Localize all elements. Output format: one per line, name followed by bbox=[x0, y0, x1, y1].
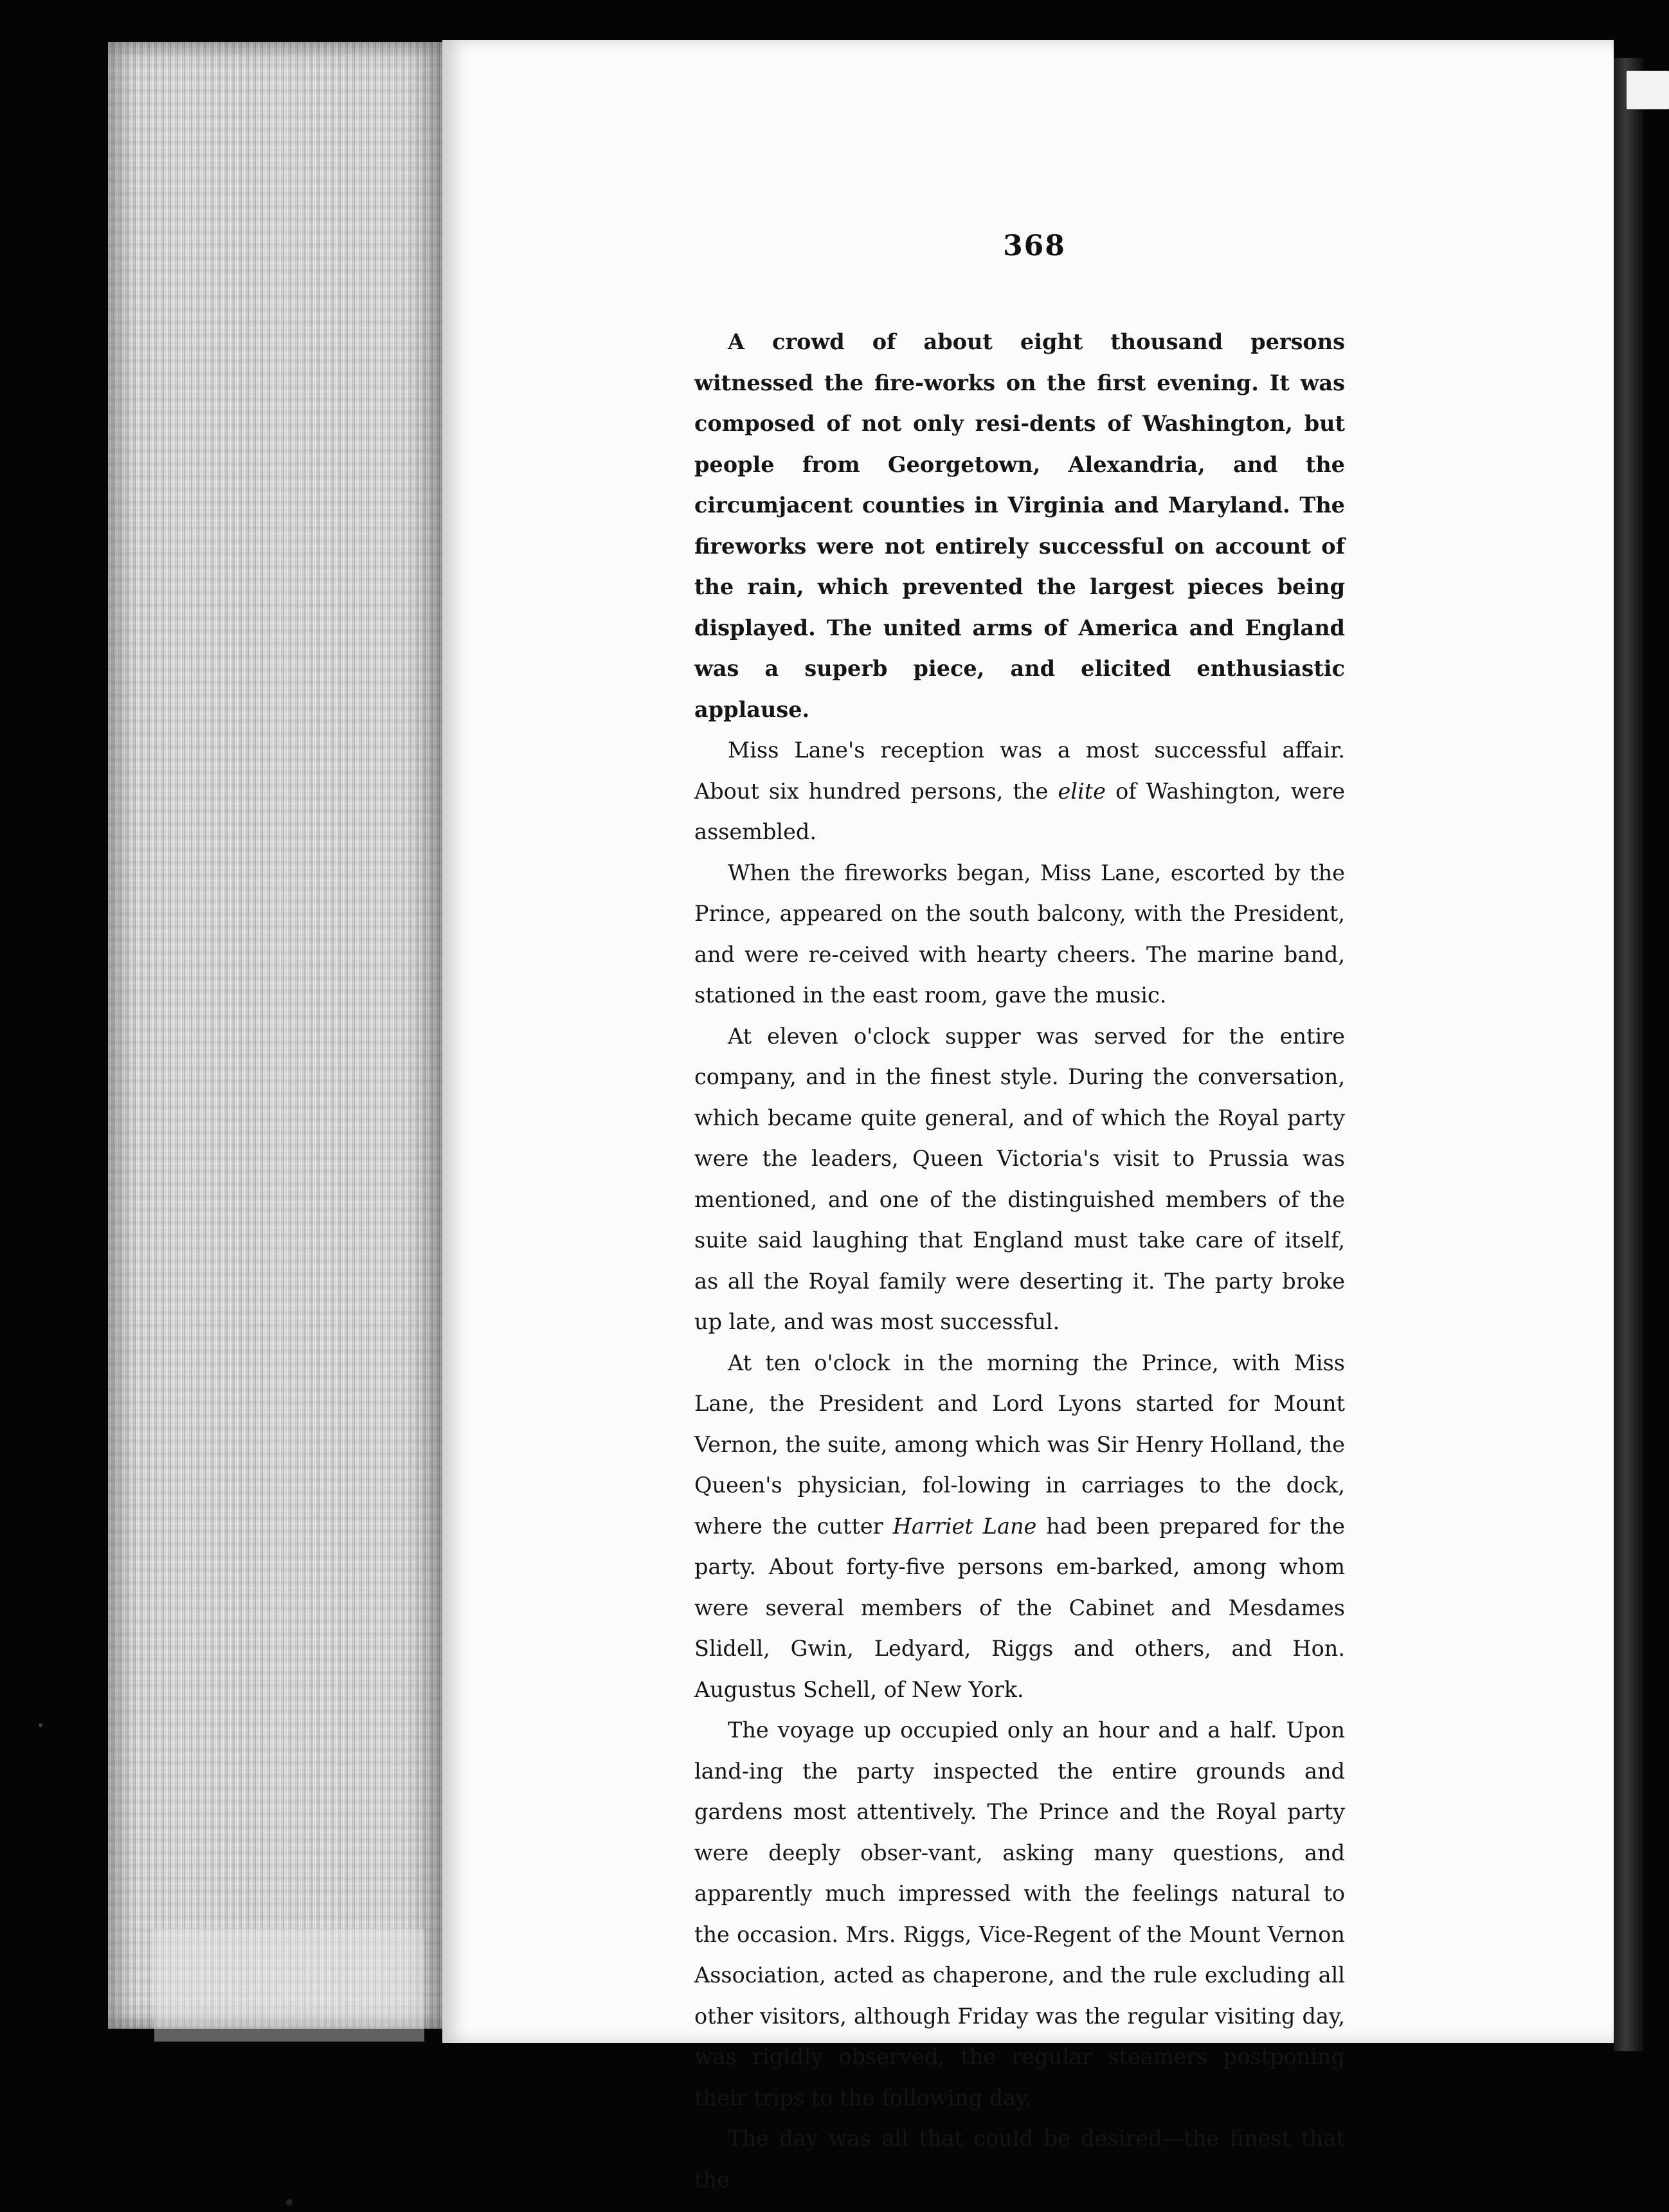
paragraph-mount-vernon-departure bbox=[694, 1343, 1345, 1710]
page-edges-shadow bbox=[154, 1929, 424, 2042]
text-run: Miss Lane's reception was a most successful affair. About six hundred persons, the bbox=[694, 738, 1345, 804]
text-run: of Washington, were assembled. bbox=[694, 778, 1346, 844]
text-run: At eleven o'clock supper was served for the entire company, and in the finest style. During the conversation, which became quite general, and of which the Royal party were the leaders, Queen Victoria's visit to Prussia was mentioned, and one of the distinguished members of the suite said laughing that England must take care of itself, as all the Royal family were deserting it. The party broke up late, and was most successful. bbox=[694, 1023, 1345, 1334]
scan-speck bbox=[39, 1723, 42, 1727]
binding-highlight bbox=[1627, 71, 1669, 109]
text-run: had been prepared for the party. About forty-five persons em-barked, among whom were several members of the Cabinet and Mesdames Slidell, Gwin, Ledyard, Riggs and others, and Hon. Augustus Schell, of New York. bbox=[694, 1513, 1345, 1702]
book-binding bbox=[1614, 58, 1643, 2051]
body-text bbox=[694, 322, 1345, 2200]
text-run: The voyage up occupied only an hour and a half. Upon land-ing the party inspected the entire grounds and gardens most attentively. The Prince and the Royal party were deeply obser-vant, asking many questions, and apparently much impressed with the feelings natural to the occasion. Mrs. Riggs, Vice-Regent of the Mount Vernon Association, acted as chaperone, and the rule excluding all other visitors, although Friday was the regular visiting day, was rigidly observed, the regular steamers postponing their trips to the following day. bbox=[694, 1718, 1345, 2110]
paragraph-fireworks-crowd bbox=[694, 322, 1345, 730]
text-run: When the fireworks began, Miss Lane, escorted by the Prince, appeared on the south balcony, with the President, and were re-ceived with hearty cheers. The marine band, stationed in the east room, gave the music. bbox=[694, 860, 1345, 1008]
paragraph-balcony bbox=[694, 853, 1345, 1016]
paragraph-reception bbox=[694, 730, 1345, 853]
paragraph-voyage bbox=[694, 1710, 1345, 2118]
italic-text: elite bbox=[1058, 778, 1106, 804]
book-page-edges bbox=[108, 42, 449, 2029]
italic-text: Harriet Lane bbox=[892, 1513, 1037, 1539]
page-number: 368 bbox=[1003, 230, 1066, 262]
text-run: At ten o'clock in the morning the Prince, with Miss Lane, the President and Lord Lyons started for Mount Vernon, the suite, among which was Sir Henry Holland, the Queen's physician, fol-lowing in carriages to the dock, where the cutter bbox=[694, 1350, 1345, 1539]
text-run: A crowd of about eight thousand persons witnessed the fire-works on the first evening. It was composed of not only resi-dents of Washington, but people from Georgetown, Alexandria, and the circumjacent counties in Virginia and Maryland. The fireworks were not entirely successful on account of the rain, which prevented the largest pieces being displayed. The united arms of America and England was a superb piece, and elicited enthusiastic applause. bbox=[694, 329, 1345, 722]
scan-speck bbox=[286, 2199, 293, 2206]
book-page bbox=[442, 40, 1614, 2192]
paragraph-supper bbox=[694, 1016, 1345, 1343]
paragraph-the-day bbox=[694, 2118, 1345, 2200]
text-run: The day was all that could be desired—the finest that the bbox=[694, 2126, 1345, 2192]
